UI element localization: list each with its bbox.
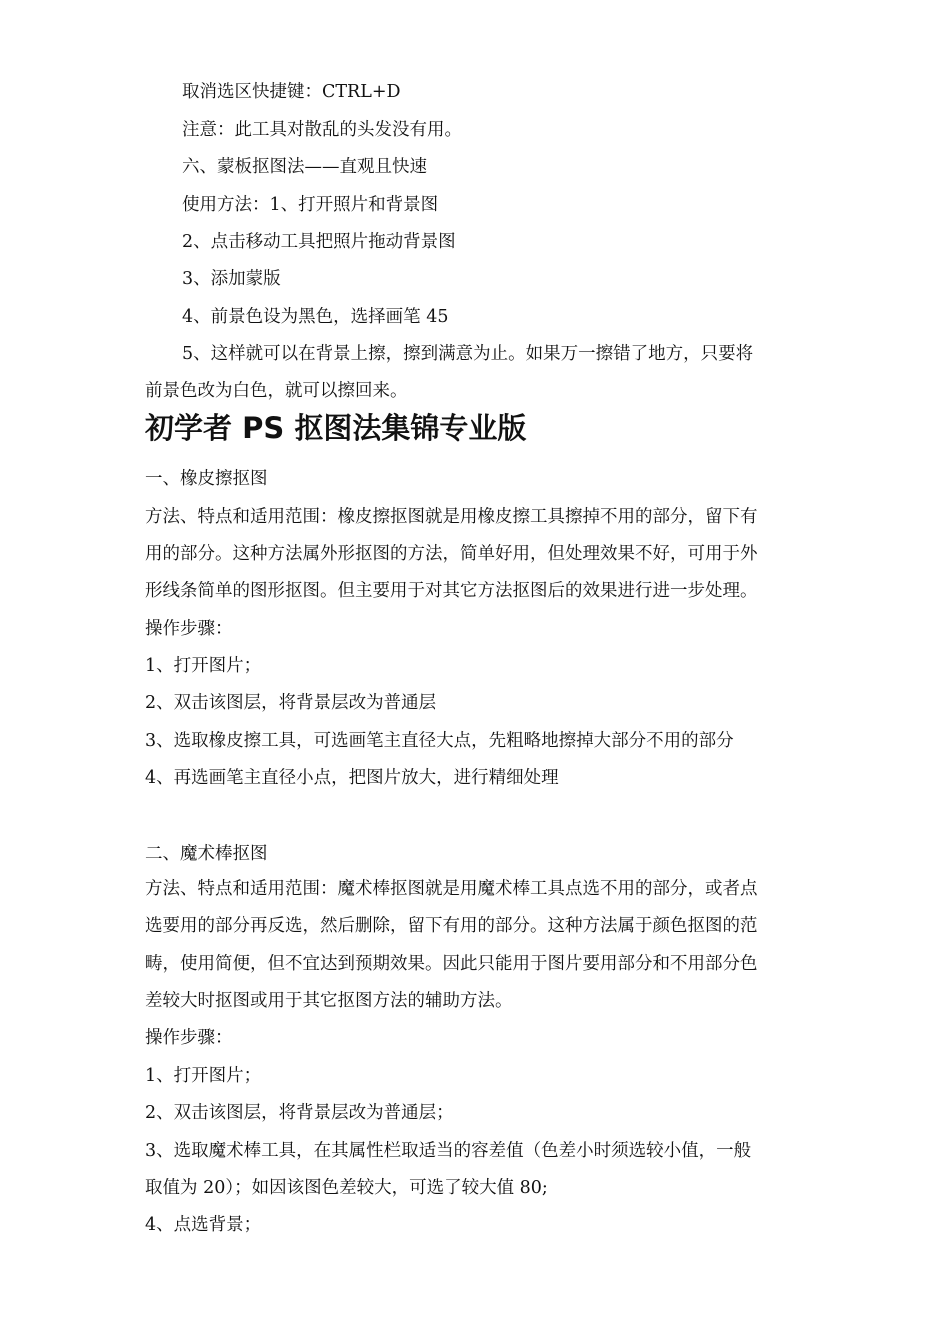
intro-line: 4、前景色设为黑色，选择画笔 45 [182, 307, 449, 327]
step-item: 4、点选背景； [145, 1215, 262, 1235]
document-title: 初学者 PS 抠图法集锦专业版 [145, 411, 527, 445]
steps-label: 操作步骤： [145, 1028, 233, 1048]
step-item: 取值为 20）；如因该图色差较大，可选了较大值 80; [145, 1178, 548, 1198]
step-item: 1、打开图片； [145, 1066, 262, 1086]
section-desc-line: 差较大时抠图或用于其它抠图方法的辅助方法。 [145, 991, 513, 1011]
step-item: 2、双击该图层，将背景层改为普通层； [145, 1103, 454, 1123]
steps-label: 操作步骤： [145, 619, 233, 639]
intro-line: 3、添加蒙版 [182, 269, 281, 289]
step-item: 2、双击该图层，将背景层改为普通层 [145, 693, 437, 713]
section-desc-line: 形线条简单的图形抠图。但主要用于对其它方法抠图后的效果进行进一步处理。 [145, 581, 758, 601]
section-desc-line: 方法、特点和适用范围：魔术棒抠图就是用魔术棒工具点选不用的部分，或者点 [145, 879, 758, 899]
step-item: 3、选取橡皮擦工具，可选画笔主直径大点，先粗略地擦掉大部分不用的部分 [145, 731, 734, 751]
section-desc-line: 方法、特点和适用范围：橡皮擦抠图就是用橡皮擦工具擦掉不用的部分，留下有 [145, 507, 758, 527]
section-heading: 一、橡皮擦抠图 [145, 469, 268, 489]
step-item: 3、选取魔术棒工具，在其属性栏取适当的容差值（色差小时须选较小值，一般 [145, 1141, 752, 1161]
step-item: 4、再选画笔主直径小点，把图片放大，进行精细处理 [145, 768, 559, 788]
intro-line: 六、蒙板抠图法——直观且快速 [182, 157, 427, 177]
intro-line: 注意：此工具对散乱的头发没有用。 [182, 120, 462, 140]
intro-line: 前景色改为白色，就可以擦回来。 [145, 381, 408, 401]
section-heading: 二、魔术棒抠图 [145, 844, 268, 864]
intro-line: 2、点击移动工具把照片拖动背景图 [182, 232, 456, 252]
section-desc-line: 畴，使用简便，但不宜达到预期效果。因此只能用于图片要用部分和不用部分色 [145, 954, 758, 974]
intro-line: 取消选区快捷键：CTRL+D [182, 82, 401, 102]
section-desc-line: 用的部分。这种方法属外形抠图的方法，简单好用，但处理效果不好，可用于外 [145, 544, 758, 564]
intro-line: 使用方法：1、打开照片和背景图 [182, 195, 439, 215]
step-item: 1、打开图片； [145, 656, 262, 676]
section-desc-line: 选要用的部分再反选，然后删除，留下有用的部分。这种方法属于颜色抠图的范 [145, 916, 758, 936]
intro-line: 5、这样就可以在背景上擦，擦到满意为止。如果万一擦错了地方，只要将 [182, 344, 754, 364]
